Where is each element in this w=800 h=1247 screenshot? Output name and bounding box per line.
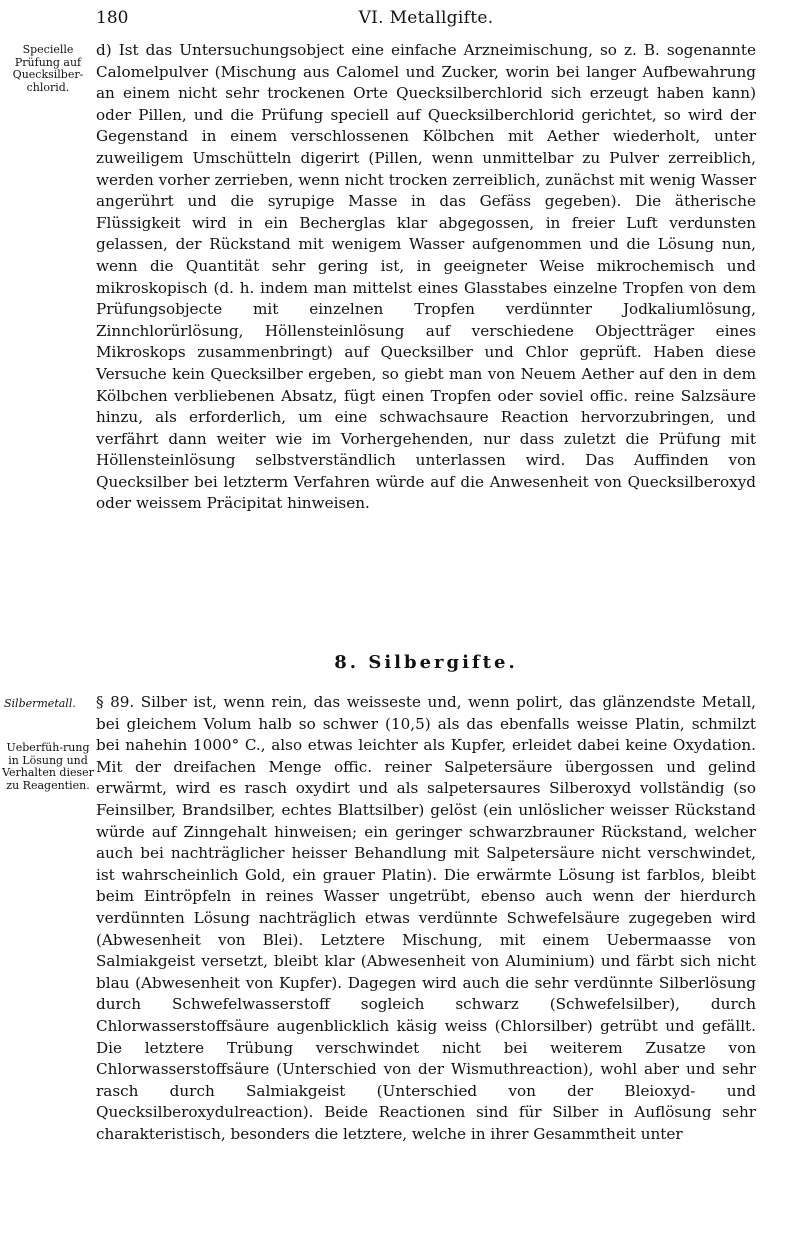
margin-note-solution-reagents: Ueberfüh-rung in Lösung und Verhalten dieser zu Reagentien. (2, 741, 94, 792)
page-number: 180 (96, 8, 129, 28)
running-head (96, 8, 756, 36)
paragraph-mercury-test: d) Ist das Untersuchungsobject eine einfache Arzneimischung, so z. B. sogenannte Calomelpulver (Mischung aus Calomel und Zucker, worin bei langer Aufbewahrung an einem nicht sehr trockenen Orte Quecksilberchlorid sich erzeugt haben kann) oder Pillen, und die Prüfung speciell auf Quecksilberchlorid gerichtet, so wird der Gegenstand in einem verschlossenen Kölbchen mit Aether wiederholt, unter zuweiligem Umschütteln digerirt (Pillen, wenn unmittelbar zu Pulver zerreiblich, werden vorher zerrieben, wenn nicht trocken zerreiblich, zunächst mit wenig Wasser angerührt und die syrupige Masse in das Gefäss gegeben). Die ätherische Flüssigkeit wird in ein Becherglas klar abgegossen, in freier Luft verdunsten gelassen, der Rückstand mit wenigem Wasser aufgenommen und die Lösung nun, wenn die Quantität sehr gering ist, in geeigneter Weise mikrochemisch und mikroskopisch (d. h. indem man mittelst eines Glasstabes einzelne Tropfen von dem Prüfungsobjecte mit einzelnen Tropfen verdünnter Jodkaliumlösung, Zinnchlorürlösung, Höllensteinlösung auf verschiedene Objectträger eines Mikroskops zusammenbringt) auf Quecksilber und Chlor geprüft. Haben diese Versuche kein Quecksilber ergeben, so giebt man von Neuem Aether auf den in dem Kölbchen verbliebenen Absatz, fügt einen Tropfen oder soviel offic. reine Salzsäure hinzu, als erforderlich, um eine schwachsaure Reaction hervorzubringen, und verfährt dann weiter wie im Vorhergehenden, nur dass zuletzt die Prüfung mit Höllensteinlösung selbstverständlich unterlassen wird. Das Auffinden von Quecksilber bei letzterm Verfahren würde auf die Anwesenheit von Quecksilberoxyd oder weissem Präcipitat hinweisen. (96, 41, 756, 513)
chapter-title: VI. Metallgifte. (358, 8, 494, 28)
section-heading: 8. Silbergifte. (334, 652, 518, 673)
paragraph-silver: § 89. Silber ist, wenn rein, das weisseste und, wenn polirt, das glänzendste Metall, bei gleichem Volum halb so schwer (10,5) als das ebenfalls weisse Platin, schmilzt bei nahehin 1000° C., also etwas leichter als Kupfer, erleidet dabei keine Oxydation. Mit der dreifachen Menge offic. reiner Salpetersäure übergossen und gelind erwärmt, wird es rasch oxydirt und als salpetersaures Silberoxyd vollständig (so Feinsilber, Brandsilber, echtes Blattsilber) gelöst (ein unlöslicher weisser Rückstand würde auf Zinngehalt hinweisen; ein geringer schwarzbrauner Rückstand, welcher auch bei nachträglicher heisser Behandlung mit Salpetersäure nicht verschwindet, ist wahrscheinlich Gold, ein grauer Platin). Die erwärmte Lösung ist farblos, bleibt beim Eintröpfeln in reines Wasser ungetrübt, ebenso auch wenn der hierdurch verdünnten Lösung nachträglich etwas verdünnte Schwefelsäure zugegeben wird (Abwesenheit von Blei). Letztere Mischung, mit einem Uebermaasse von Salmiakgeist versetzt, bleibt klar (Abwesenheit von Aluminium) und färbt sich nicht blau (Abwesenheit von Kupfer). Dagegen wird auch die sehr verdünnte Silberlösung durch Schwefelwasserstoff sogleich schwarz (Schwefelsilber), durch Chlorwasserstoffsäure augenblicklich käsig weiss (Chlorsilber) getrübt und gefällt. Die letztere Trübung verschwindet nicht bei weiterem Zusatze von Chlorwasserstoffsäure (Unterschied von der Wismuthreaction), wohl aber und sehr rasch durch Salmiakgeist (Unterschied von der Bleioxyd- und Quecksilberoxydulreaction). Beide Reactionen sind für Silber in Auflösung sehr charakteristisch, besonders die letztere, welche in ihrer Gesammtheit unter (96, 693, 756, 1143)
margin-note-silver-metal: Silbermetall. (4, 697, 76, 710)
margin-note-mercury-chloride: Specielle Prüfung auf Quecksilber-chlorid. (12, 43, 84, 94)
